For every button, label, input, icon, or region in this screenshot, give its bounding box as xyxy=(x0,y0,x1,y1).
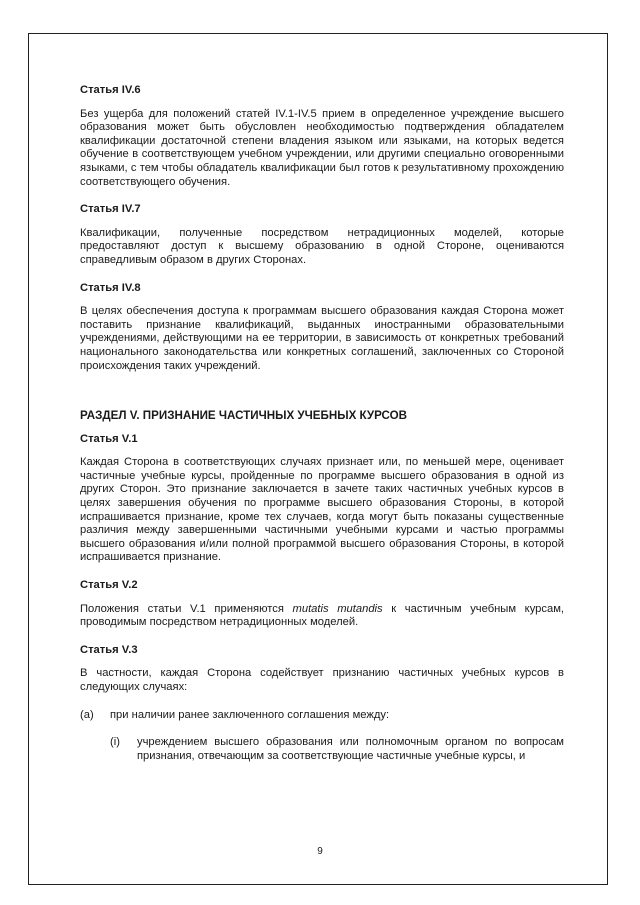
section-title: РАЗДЕЛ V. ПРИЗНАНИЕ ЧАСТИЧНЫХ УЧЕБНЫХ КУРСОВ xyxy=(80,409,408,423)
list-item xyxy=(80,709,564,723)
latin-phrase: mutatis mutandis xyxy=(292,602,383,615)
article-text: В целях обеспечения доступа к программам высшего образования каждая Сторона может поставить признание квалификаций, выданных иностранными образовательными учреждениями, действующими на ее территории, в зависимость от конкретных требований национального законодательства или конкретных соглашений, заключенных со Стороной происхождения таких учреждений. xyxy=(80,305,564,372)
article-text-part: к частичным учебным курсам, проводимым посредством нетрадиционных моделей. xyxy=(80,602,564,629)
article-text-part: Положения статьи V.1 применяются xyxy=(80,602,293,615)
article-heading: Статья V.1 xyxy=(80,432,138,445)
sub-list-item-number: (i) xyxy=(110,736,120,749)
list-item-text: при наличии ранее заключенного соглашения между: xyxy=(110,708,390,721)
article-text xyxy=(80,603,564,630)
list-item-number: (a) xyxy=(80,708,94,721)
page-number: 9 xyxy=(317,846,323,857)
article-text: Каждая Сторона в соответствующих случаях признает или, по меньшей мере, оценивает частичные учебные курсы, пройденные по программе высшего образования в одной из других Сторон. Это признание заключается в зачете таких частичных учебных курсов в целях завершения обучения по программе высшего образования Стороны, в которой испрашивается признание, кроме тех случаев, когда могут быть показаны существенные различия между завершенными частичными учебными курсами и частью программы высшего образования и/или полной программой высшего образования Стороны, в которой испрашивается признание. xyxy=(80,456,564,564)
sub-list-item-text: учреждением высшего образования или полномочным органом по вопросам признания, отвечающим за соответствующие частичные учебные курсы, и xyxy=(137,736,564,762)
article-heading: Статья V.3 xyxy=(80,643,138,656)
article-text: Квалификации, полученные посредством нетрадиционных моделей, которые предоставляют доступ к высшему образованию в одной Стороне, оцениваются справедливым образом в других Сторонах. xyxy=(80,226,564,266)
article-text: Без ущерба для положений статей IV.1-IV.5 прием в определенное учреждение высшего образования может быть обусловлен необходимостью подтверждения обладателем квалификации достаточной степени владения языком или языками, на которых ведется обучение в соответствующем учебном учреждении, или другими специально оговоренными языками, с тем чтобы обладатель квалификации был готов к результативному прохождению соответствующего обучения. xyxy=(80,107,564,188)
article-heading: Статья IV.8 xyxy=(80,281,141,294)
article-heading: Статья V.2 xyxy=(80,579,138,592)
document-body xyxy=(80,84,564,763)
sub-list-item xyxy=(110,736,564,763)
article-heading: Статья IV.6 xyxy=(80,84,141,96)
article-heading: Статья IV.7 xyxy=(80,203,141,216)
article-text: В частности, каждая Сторона содействует признанию частичных учебных курсов в следующих случаях: xyxy=(80,667,564,693)
